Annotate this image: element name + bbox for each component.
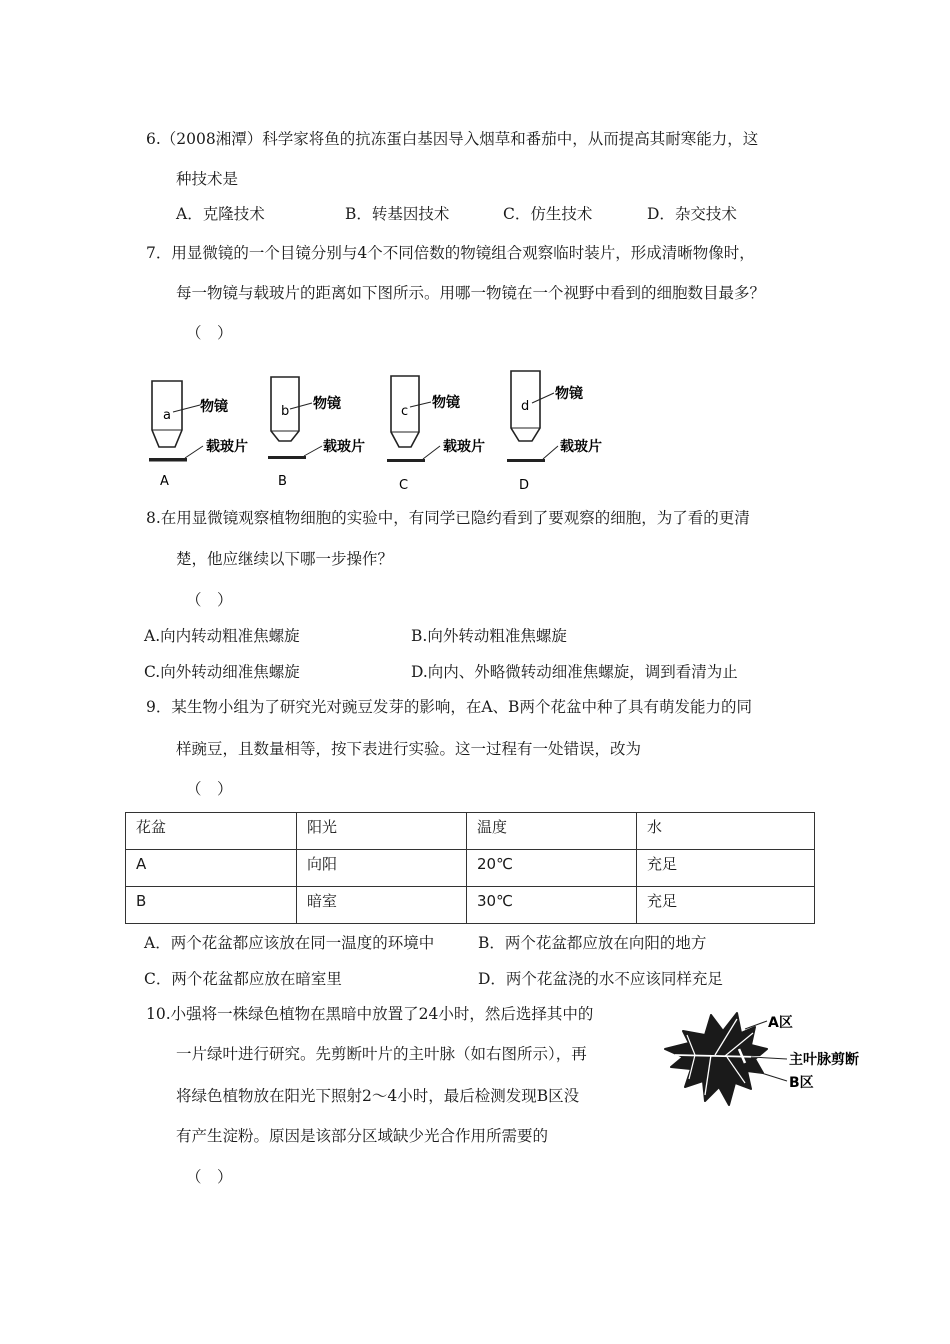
objective-d-caption: D	[519, 478, 530, 493]
table-cell: 20℃	[467, 850, 637, 887]
table-row	[126, 887, 815, 924]
q9-option-b: B．两个花盆都应放在向阳的地方	[478, 934, 707, 952]
table-header-cell: 花盆	[126, 813, 297, 850]
objective-b-diagram	[268, 377, 365, 489]
q8-line-1: 8.在用显微镜观察植物细胞的实验中，有同学已隐约看到了要观察的细胞，为了看的更清	[146, 509, 750, 527]
slide-c-label: 载玻片	[443, 439, 485, 455]
objective-a-letter: a	[163, 408, 171, 423]
q8-line-2: 楚，他应继续以下哪一步操作？	[176, 550, 394, 568]
q6-option-b: B．转基因技术	[345, 205, 450, 223]
leaf-figure	[655, 1005, 885, 1125]
slide-a-label: 载玻片	[206, 439, 248, 455]
slide-b-label: 载玻片	[323, 439, 365, 455]
q6-option-c: C．仿生技术	[503, 205, 593, 223]
q8-option-d: D.向内、外略微转动细准焦螺旋，调到看清为止	[411, 663, 738, 681]
table-header-cell: 阳光	[297, 813, 467, 850]
leaf-label-cut: 主叶脉剪断	[789, 1052, 859, 1068]
q9-option-a: A．两个花盆都应该放在同一温度的环境中	[144, 934, 435, 952]
q7-line-2: 每一物镜与载玻片的距离如下图所示。用哪一物镜在一个视野中看到的细胞数目最多？	[176, 284, 766, 302]
q6-option-a: A．克隆技术	[176, 205, 265, 223]
q8-answer-blank: （ ）	[186, 591, 233, 609]
objective-d-letter: d	[521, 399, 530, 414]
table-cell: B	[126, 887, 297, 924]
objective-a-diagram	[149, 381, 248, 489]
table-header-row	[126, 813, 815, 850]
microscope-objectives-figure	[140, 362, 620, 497]
objective-c-label: 物镜	[432, 395, 460, 411]
objective-b-label: 物镜	[313, 396, 341, 412]
q8-option-a: A.向内转动粗准焦螺旋	[144, 627, 300, 645]
objective-c-letter: c	[401, 404, 409, 419]
leaf-label-a: A区	[768, 1015, 793, 1031]
q10-line-2: 一片绿叶进行研究。先剪断叶片的主叶脉（如右图所示），再	[176, 1045, 587, 1063]
q10-line-4: 有产生淀粉。原因是该部分区域缺少光合作用所需要的	[176, 1127, 549, 1145]
table-cell: 暗室	[297, 887, 467, 924]
objective-a-caption: A	[160, 474, 169, 489]
q9-option-d: D．两个花盆浇的水不应该同样充足	[478, 970, 723, 988]
table-header-cell: 温度	[467, 813, 637, 850]
table-cell: 充足	[637, 850, 815, 887]
table-cell: 充足	[637, 887, 815, 924]
q6-line-1: 6.（2008湘潭）科学家将鱼的抗冻蛋白基因导入烟草和番茄中，从而提高其耐寒能力，这	[146, 130, 759, 148]
table-header-cell: 水	[637, 813, 815, 850]
q7-answer-blank: （ ）	[186, 324, 233, 342]
q9-option-c: C．两个花盆都应放在暗室里	[144, 970, 342, 988]
objective-d-label: 物镜	[555, 386, 583, 402]
q7-line-1: 7．用显微镜的一个目镜分别与4个不同倍数的物镜组合观察临时装片，形成清晰物像时，	[146, 244, 755, 262]
table-cell: 向阳	[297, 850, 467, 887]
q10-line-1: 10.小强将一株绿色植物在黑暗中放置了24小时，然后选择其中的	[146, 1005, 594, 1023]
q8-option-b: B.向外转动粗准焦螺旋	[411, 627, 567, 645]
q6-option-d: D．杂交技术	[647, 205, 737, 223]
experiment-table	[125, 812, 815, 924]
table-cell: 30℃	[467, 887, 637, 924]
q8-option-c: C.向外转动细准焦螺旋	[144, 663, 300, 681]
q10-line-3: 将绿色植物放在阳光下照射2～4小时，最后检测发现B区没	[176, 1087, 580, 1105]
slide-d-label: 载玻片	[560, 439, 602, 455]
objective-d-diagram	[507, 371, 602, 493]
q6-line-2: 种技术是	[176, 170, 239, 188]
q9-answer-blank: （ ）	[186, 780, 233, 798]
objective-a-label: 物镜	[200, 399, 228, 415]
objective-c-diagram	[387, 376, 485, 493]
leaf-label-b: B区	[789, 1075, 814, 1091]
table-cell: A	[126, 850, 297, 887]
table-row	[126, 850, 815, 887]
q10-answer-blank: （ ）	[186, 1168, 233, 1186]
q9-line-2: 样豌豆，且数量相等，按下表进行实验。这一过程有一处错误，改为	[176, 740, 642, 758]
objective-b-caption: B	[278, 474, 287, 489]
objective-c-caption: C	[399, 478, 409, 493]
q9-line-1: 9．某生物小组为了研究光对豌豆发芽的影响，在A、B两个花盆中种了具有萌发能力的同	[146, 698, 752, 716]
objective-b-letter: b	[281, 404, 290, 419]
